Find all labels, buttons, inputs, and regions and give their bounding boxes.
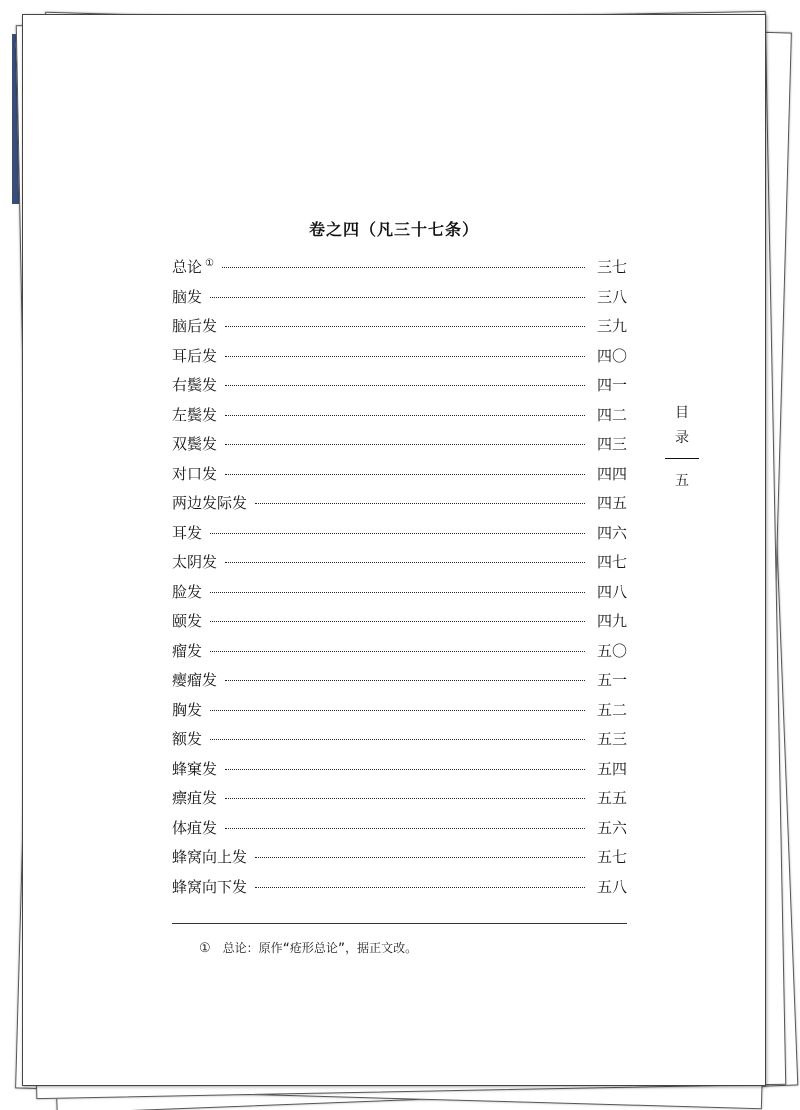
dot-leader	[210, 533, 585, 534]
toc-entry	[172, 637, 627, 667]
toc-entry-title	[172, 696, 202, 726]
toc-entry-label: 耳后发	[172, 346, 218, 365]
toc-entry-title	[172, 519, 202, 549]
toc-entry-title	[172, 371, 217, 401]
side-nav-rule	[665, 458, 699, 459]
toc-entry-title	[172, 312, 217, 342]
toc-entry-label: 对口发	[172, 464, 218, 483]
toc-entry	[172, 460, 627, 490]
toc-entry-title	[172, 873, 247, 903]
toc-entry	[172, 814, 627, 844]
dot-leader	[210, 621, 585, 622]
book-page	[22, 14, 766, 1086]
dot-leader	[210, 710, 585, 711]
toc-entry-page: 四一	[596, 376, 627, 394]
toc-entry	[172, 430, 627, 460]
footnote-ref: ①	[205, 258, 214, 269]
toc-entry-title	[172, 637, 202, 667]
toc-entry	[172, 784, 627, 814]
toc-entry-page: 四二	[596, 405, 627, 424]
dot-leader	[255, 503, 585, 504]
side-nav-char: 录	[675, 430, 689, 446]
toc-entry-page: 五六	[596, 818, 627, 837]
toc-entry-page: 五一	[596, 671, 627, 689]
toc-entry-label: 瘿瘤发	[172, 671, 218, 689]
toc-entry-label: 耳发	[172, 523, 203, 542]
toc-entry-title	[172, 430, 217, 460]
toc-entry-title	[172, 666, 217, 696]
toc-entry-title	[172, 578, 202, 608]
toc-entry-title	[172, 253, 214, 283]
toc-entry-label: 右鬓发	[172, 376, 218, 394]
dot-leader	[225, 385, 585, 386]
footnote-marker: ①	[199, 941, 211, 956]
toc-entry	[172, 666, 627, 696]
toc-entry-title	[172, 755, 217, 785]
dot-leader	[225, 444, 585, 445]
toc-entry	[172, 401, 627, 431]
toc-entry-label: 两边发际发	[172, 494, 248, 512]
toc-entry-page: 四〇	[596, 346, 627, 365]
toc-entry	[172, 253, 627, 283]
toc-entry-label: 蜂窠发	[172, 759, 218, 778]
toc-entry-page: 五三	[596, 730, 627, 748]
toc-entry-title	[172, 283, 202, 313]
page-number: 五	[675, 473, 689, 489]
toc-entry-label: 颐发	[172, 612, 203, 630]
dot-leader	[210, 739, 585, 740]
dot-leader	[210, 297, 585, 298]
toc-entry-title	[172, 460, 217, 490]
dot-leader	[225, 474, 585, 475]
toc-entry-label: 蜂窝向上发	[172, 848, 248, 866]
toc-entry-page: 四八	[596, 582, 627, 601]
toc-entry	[172, 371, 627, 401]
toc-entry-label: 瘤发	[172, 641, 203, 660]
toc-entry-page: 五七	[596, 848, 627, 866]
chapter-title: 卷之四（凡三十七条）	[308, 220, 479, 239]
footnote-rule	[172, 923, 627, 924]
toc-entry	[172, 519, 627, 549]
dot-leader	[225, 415, 585, 416]
toc-entry-page: 五四	[596, 759, 627, 778]
toc-entry	[172, 342, 627, 372]
toc-entry-label: 蜂窝向下发	[172, 877, 248, 896]
footnote	[199, 939, 417, 956]
toc-entry	[172, 873, 627, 903]
toc-entry-label: 太阴发	[172, 553, 218, 571]
toc-entry	[172, 755, 627, 785]
toc-entry-label: 额发	[172, 730, 203, 748]
toc-entry-title	[172, 725, 202, 755]
toc-entry-title	[172, 843, 247, 873]
toc-entry-title	[172, 342, 217, 372]
toc-entry-title	[172, 607, 202, 637]
side-navigation	[665, 401, 699, 494]
table-of-contents	[172, 253, 627, 902]
toc-entry-label: 双鬓发	[172, 435, 218, 453]
toc-entry-page: 四四	[596, 464, 627, 483]
toc-entry	[172, 548, 627, 578]
toc-entry-label: 胸发	[172, 700, 203, 719]
toc-entry-title	[172, 548, 217, 578]
toc-entry-page: 四五	[596, 494, 627, 512]
toc-entry-page: 三九	[596, 317, 627, 335]
dot-leader	[225, 562, 585, 563]
toc-entry	[172, 578, 627, 608]
dot-leader	[225, 326, 585, 327]
toc-entry	[172, 283, 627, 313]
toc-entry-label: 脑后发	[172, 317, 218, 335]
dot-leader	[225, 680, 585, 681]
toc-entry-label: 体疽发	[172, 818, 218, 837]
toc-entry	[172, 489, 627, 519]
toc-entry	[172, 843, 627, 873]
toc-entry-title	[172, 784, 217, 814]
toc-entry-page: 四三	[596, 435, 627, 453]
toc-entry-title	[172, 814, 217, 844]
toc-entry-label: 左鬓发	[172, 405, 218, 424]
toc-entry-label: 脸发	[172, 582, 203, 601]
toc-entry-page: 四九	[596, 612, 627, 630]
dot-leader	[225, 798, 585, 799]
footnote-text: 总论：原作“疮形总论”，据正文改。	[222, 941, 418, 955]
dot-leader	[255, 857, 585, 858]
toc-entry-label: 总论	[172, 258, 203, 276]
dot-leader	[225, 356, 585, 357]
toc-entry	[172, 725, 627, 755]
toc-entry	[172, 312, 627, 342]
toc-entry-page: 五二	[596, 700, 627, 719]
toc-entry-page: 四六	[596, 523, 627, 542]
toc-entry-label: 脑发	[172, 287, 203, 306]
toc-entry-title	[172, 489, 247, 519]
toc-entry-page: 五〇	[596, 641, 627, 660]
toc-entry-title	[172, 401, 217, 431]
toc-entry-label: 瘭疽发	[172, 789, 218, 807]
side-nav-char: 目	[675, 405, 689, 421]
dot-leader	[225, 769, 585, 770]
toc-entry-page: 五五	[596, 789, 627, 807]
toc-entry	[172, 696, 627, 726]
dot-leader	[210, 592, 585, 593]
dot-leader	[222, 267, 585, 268]
dot-leader	[210, 651, 585, 652]
dot-leader	[255, 887, 585, 888]
toc-entry-page: 四七	[596, 553, 627, 571]
dot-leader	[225, 828, 585, 829]
toc-entry-page: 五八	[596, 877, 627, 896]
toc-entry-page: 三七	[596, 258, 627, 276]
toc-entry-page: 三八	[596, 287, 627, 306]
toc-entry	[172, 607, 627, 637]
